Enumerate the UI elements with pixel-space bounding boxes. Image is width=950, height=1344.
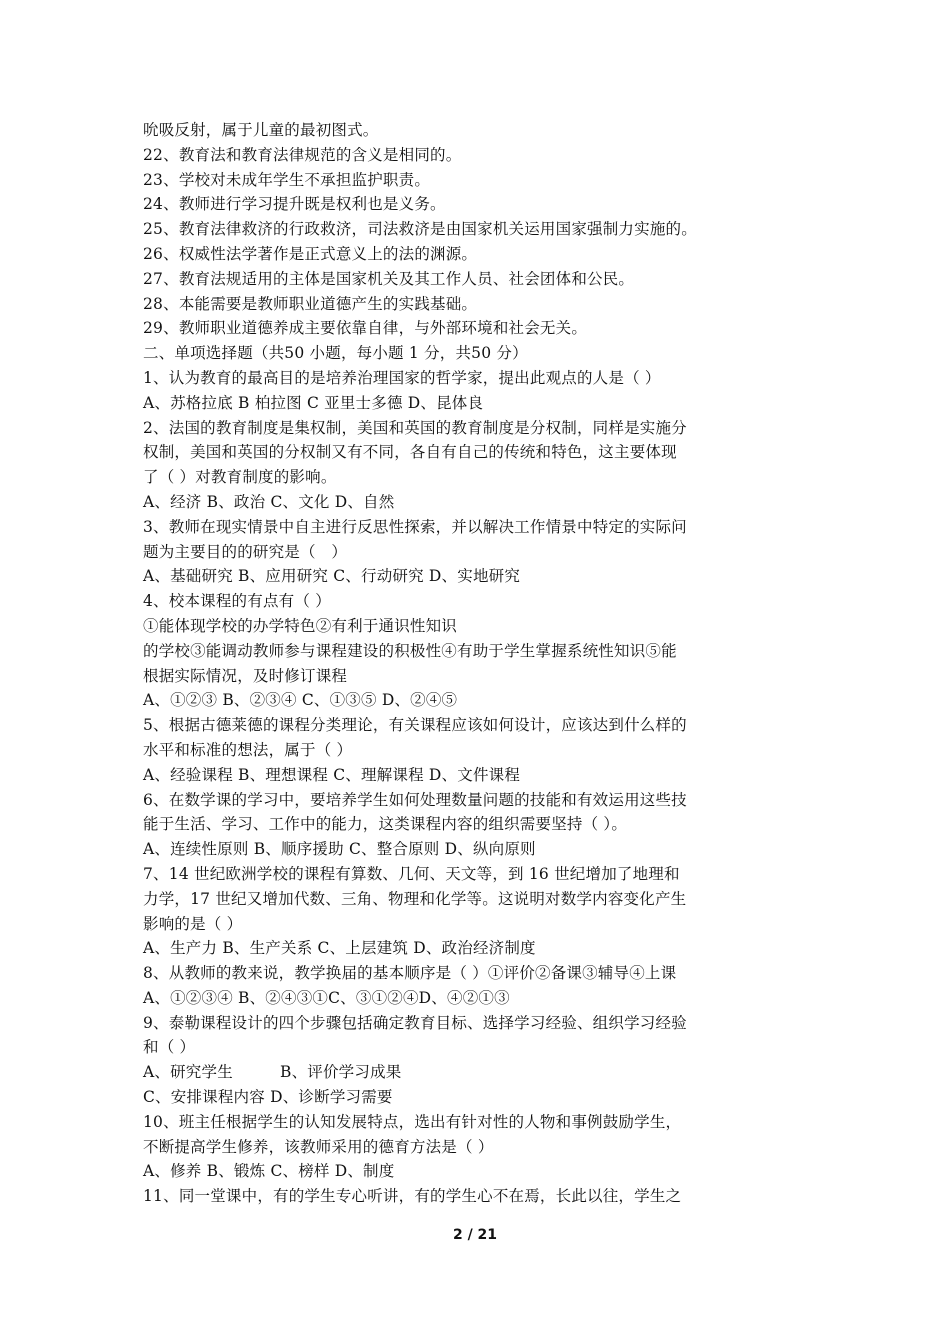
text-line: 1、认为教育的最高目的是培养治理国家的哲学家，提出此观点的人是（ ） (143, 368, 661, 387)
text-line: 根据实际情况，及时修订课程 (143, 666, 348, 685)
text-line: 吮吸反射，属于儿童的最初图式。 (143, 121, 379, 139)
text-line: A、修养 B、锻炼 C、榜样 D、制度 (143, 1162, 395, 1181)
text-line: C、安排课程内容 D、诊断学习需要 (143, 1088, 393, 1107)
text-line: A、①②③④ B、②④③①C、③①②④D、④②①③ (143, 988, 510, 1007)
text-line: 24、教师进行学习提升既是权利也是义务。 (143, 195, 446, 214)
text-line: 水平和标准的想法，属于（ ） (143, 740, 353, 759)
text-line: 29、教师职业道德养成主要依靠自律，与外部环境和社会无关。 (143, 319, 588, 338)
text-line: A、经济 B、政治 C、文化 D、自然 (143, 492, 395, 511)
text-line: A、基础研究 B、应用研究 C、行动研究 D、实地研究 (143, 567, 521, 586)
text-line: 能于生活、学习、工作中的能力，这类课程内容的组织需要坚持（ ）。 (143, 815, 628, 834)
text-line: A、经验课程 B、理想课程 C、理解课程 D、文件课程 (143, 765, 521, 784)
text-line: 和（ ） (143, 1038, 196, 1057)
text-line: A、①②③ B、②③④ C、①③⑤ D、②④⑤ (143, 691, 458, 710)
page-body (143, 118, 813, 1209)
text-line: 27、教育法规适用的主体是国家机关及其工作人员、社会团体和公民。 (143, 269, 635, 288)
text-line: 3、教师在现实情景中自主进行反思性探索，并以解决工作情景中特定的实际问 (143, 517, 687, 536)
text-line: 11、同一堂课中，有的学生专心听讲，有的学生心不在焉，长此以往，学生之 (143, 1187, 682, 1206)
text-line: 二、单项选择题（共50 小题，每小题 1 分，共50 分） (143, 344, 528, 363)
page-number: 2 / 21 (452, 1227, 498, 1243)
text-line: 影响的是（ ） (143, 914, 243, 933)
text-line: 25、教育法律救济的行政救济，司法救济是由国家机关运用国家强制力实施的。 (143, 220, 697, 239)
text-line: 7、14 世纪欧洲学校的课程有算数、几何、天文等，到 16 世纪增加了地理和 (143, 864, 680, 883)
text-line: A、苏格拉底 B 柏拉图 C 亚里士多德 D、昆体良 (143, 393, 484, 412)
text-line: 力学，17 世纪又增加代数、三角、物理和化学等。这说明对数学内容变化产生 (143, 889, 687, 908)
text-line: 9、泰勒课程设计的四个步骤包括确定教育目标、选择学习经验、组织学习经验 (143, 1013, 687, 1032)
text-line: 23、学校对未成年学生不承担监护职责。 (143, 170, 431, 189)
text-line: A、研究学生 B、评价学习成果 (143, 1063, 402, 1082)
text-line: 28、本能需要是教师职业道德产生的实践基础。 (143, 294, 478, 313)
text-line: 题为主要目的的研究是（ ） (143, 542, 348, 561)
text-line: 8、从教师的教来说，教学换届的基本顺序是（ ）①评价②备课③辅导④上课 (143, 964, 677, 983)
text-line: 权制，美国和英国的分权制又有不同，各自有自己的传统和特色，这主要体现 (143, 443, 677, 462)
text-line: 6、在数学课的学习中，要培养学生如何处理数量问题的技能和有效运用这些技 (143, 790, 687, 809)
text-line: 22、教育法和教育法律规范的含义是相同的。 (143, 145, 462, 164)
text-line: ①能体现学校的办学特色②有利于通识性知识 (143, 616, 458, 635)
text-line: 10、班主任根据学生的认知发展特点，选出有针对性的人物和事例鼓励学生， (143, 1112, 682, 1131)
text-line: 4、校本课程的有点有（ ） (143, 592, 331, 611)
text-line: 了（ ）对教育制度的影响。 (143, 468, 337, 487)
text-line: 5、根据古德莱德的课程分类理论，有关课程应该如何设计，应该达到什么样的 (143, 716, 687, 735)
text-line: A、生产力 B、生产关系 C、上层建筑 D、政治经济制度 (143, 939, 536, 958)
text-line: 2、法国的教育制度是集权制，美国和英国的教育制度是分权制，同样是实施分 (143, 418, 687, 437)
text-line: 26、权威性法学著作是正式意义上的法的渊源。 (143, 244, 478, 263)
text-line: 的学校③能调动教师参与课程建设的积极性④有助于学生掌握系统性知识⑤能 (143, 641, 677, 660)
text-line: 不断提高学生修养，该教师采用的德育方法是（ ） (143, 1137, 494, 1156)
text-line: A、连续性原则 B、顺序援助 C、整合原则 D、纵向原则 (143, 840, 536, 859)
